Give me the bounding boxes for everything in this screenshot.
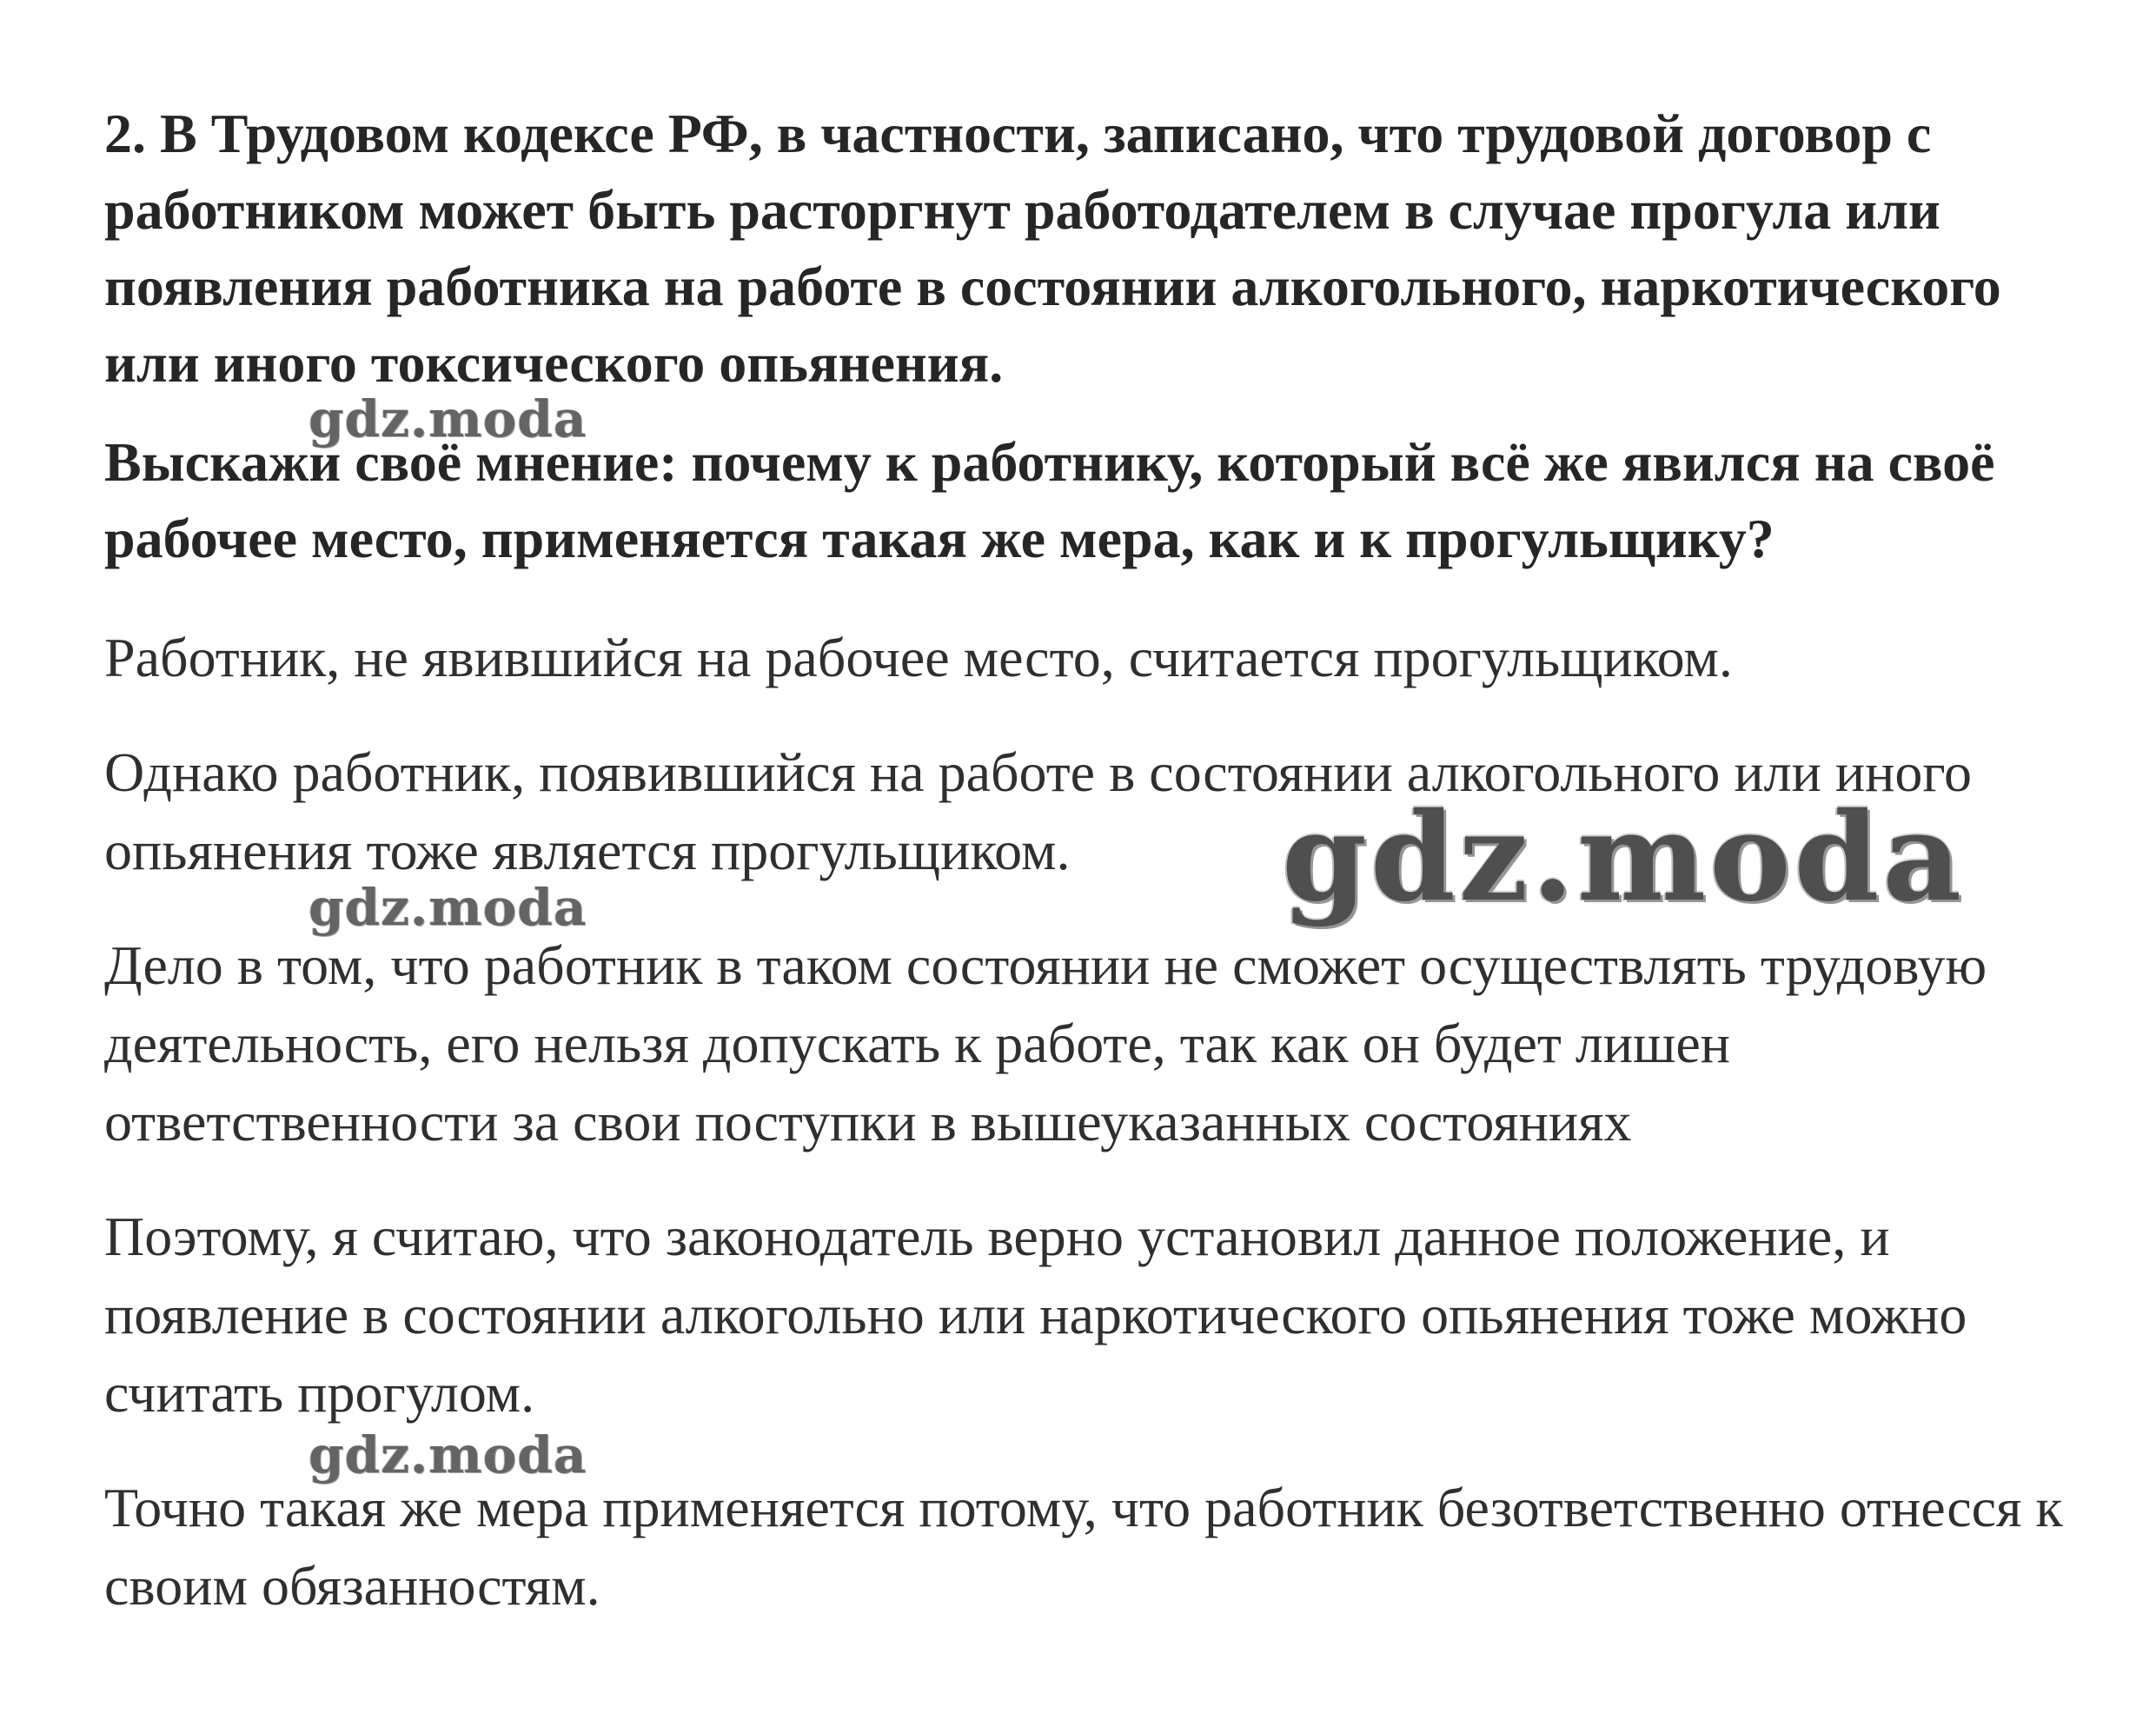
watermark-logo-large: gdz.moda (1282, 787, 1966, 929)
spacer (104, 577, 2068, 619)
spacer (104, 697, 2068, 734)
watermark-logo: gdz.moda (308, 389, 587, 448)
question-text: 2. В Трудовом кодексе РФ, в частности, записано, что трудовой договор с работником может быть расторгнут работодателем в случае прогула или появления работника на работе в состоянии алкогольного, наркотического или иного токсического опьянения. (104, 103, 2001, 394)
watermark-logo: gdz.moda (308, 1425, 587, 1485)
answer-paragraph-4: Поэтому, я считаю, что законодатель верно установил данное положение, и появление в состоянии алкогольно или наркотического опьянения тоже можно считать прогулом. (104, 1206, 1967, 1424)
spacer (104, 1161, 2068, 1198)
spacer (104, 890, 2068, 927)
watermark-logo: gdz.moda (308, 878, 587, 937)
answer-paragraph-1: Работник, не явившийся на рабочее место, считается прогульщиком. (104, 627, 1733, 688)
answer-paragraph-2: Однако работник, появившийся на работе в состоянии алкогольного или иного опьянения тоже является прогульщиком. (104, 741, 1972, 881)
question-prompt: Выскажи своё мнение: почему к работнику, который всё же явился на своё рабочее место, применяется такая же мера, как и к прогульщику? (104, 431, 1995, 569)
document-content (104, 96, 2068, 1625)
answer-paragraph-5: Точно такая же мера применяется потому, что работник безответственно отнесся к своим обязанностям. (104, 1477, 2063, 1617)
answer-paragraph-3: Дело в том, что работник в таком состоянии не сможет осуществлять трудовую деятельность, его нельзя допускать к работе, так как он будет лишен ответственности за свои поступки в вышеуказанных состояниях (104, 934, 1987, 1152)
spacer (104, 1432, 2068, 1469)
